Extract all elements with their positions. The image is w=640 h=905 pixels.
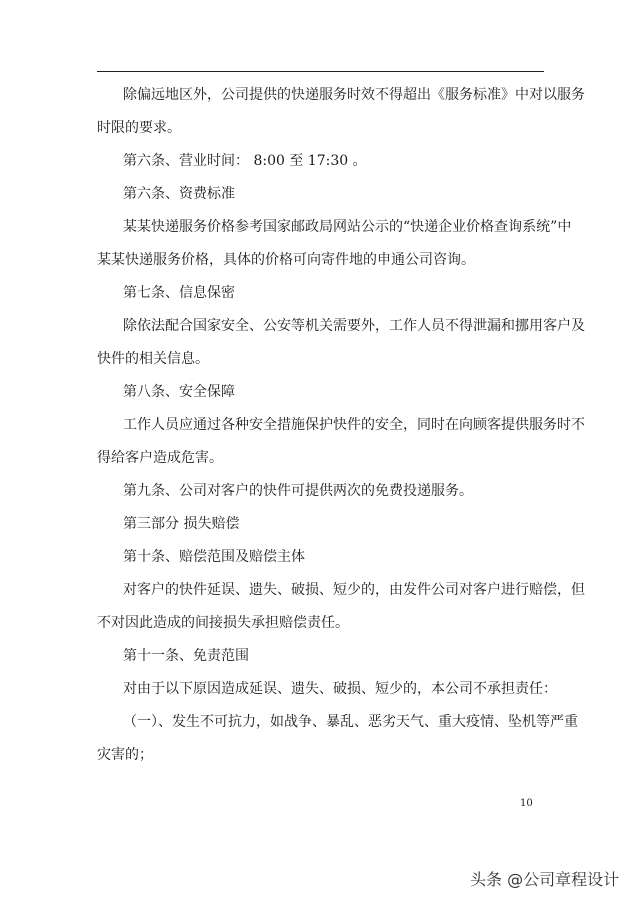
heading-part-three xyxy=(97,508,547,541)
paragraph-line: 时限的要求。 xyxy=(97,120,181,136)
paragraph-line: 第十条、赔偿范围及赔偿主体 xyxy=(123,549,305,565)
paragraph-line: 第六条、营业时间： 8:00 至 17:30 。 xyxy=(123,153,367,169)
paragraph-exemption-intro xyxy=(97,673,557,706)
heading-exemption-scope xyxy=(97,640,547,673)
paragraph-line: 除依法配合国家安全、公安等机关需要外，工作人员不得泄漏和挪用客户及 xyxy=(123,318,585,334)
paragraph-line: 第六条、资费标准 xyxy=(123,186,235,202)
paragraph-line: 灾害的； xyxy=(97,747,153,763)
page-number: 10 xyxy=(520,798,533,809)
paragraph-line: 得给客户造成危害。 xyxy=(97,450,223,466)
heading-confidentiality xyxy=(97,277,547,310)
paragraph-compensation-detail xyxy=(97,574,585,640)
paragraph-line: 第七条、信息保密 xyxy=(123,285,235,301)
paragraph-force-majeure xyxy=(97,706,578,772)
paragraph-line: 某某快递服务价格参考国家邮政局网站公示的“快递企业价格查询系统”中 xyxy=(123,219,572,235)
paragraph-line: 第八条、安全保障 xyxy=(123,384,235,400)
heading-compensation-scope xyxy=(97,541,547,574)
paragraph-safety-detail xyxy=(97,409,585,475)
paragraph-line: 对由于以下原因造成延误、遗失、破损、短少的，本公司不承担责任： xyxy=(123,681,557,697)
paragraph-line: 第九条、公司对客户的快件可提供两次的免费投递服务。 xyxy=(123,483,473,499)
paragraph-line: （一）、发生不可抗力，如战争、暴乱、恶劣天气、重大疫情、坠机等严重 xyxy=(123,714,578,730)
paragraph-business-hours xyxy=(97,145,547,178)
paragraph-fee-detail xyxy=(97,211,572,277)
heading-fee-standard xyxy=(97,178,547,211)
paragraph-service-time-limit xyxy=(97,79,585,145)
paragraph-line: 第十一条、免责范围 xyxy=(123,648,249,664)
paragraph-line: 除偏远地区外，公司提供的快递服务时效不得超出《服务标准》中对以服务 xyxy=(123,87,585,103)
heading-safety xyxy=(97,376,547,409)
paragraph-line: 对客户的快件延误、遗失、破损、短少的，由发件公司对客户进行赔偿，但 xyxy=(123,582,585,598)
paragraph-line: 工作人员应通过各种安全措施保护快件的安全，同时在向顾客提供服务时不 xyxy=(123,417,585,433)
paragraph-line: 某某快递服务价格，具体的价格可向寄件地的申通公司咨询。 xyxy=(97,252,475,268)
watermark: 头条 @公司章程设计 xyxy=(470,870,620,889)
paragraph-confidentiality-detail xyxy=(97,310,585,376)
header-rule xyxy=(97,71,544,72)
paragraph-free-delivery xyxy=(97,475,547,508)
paragraph-line: 快件的相关信息。 xyxy=(97,351,209,367)
paragraph-line: 第三部分 损失赔偿 xyxy=(123,516,240,532)
paragraph-line: 不对因此造成的间接损失承担赔偿责任。 xyxy=(97,615,349,631)
